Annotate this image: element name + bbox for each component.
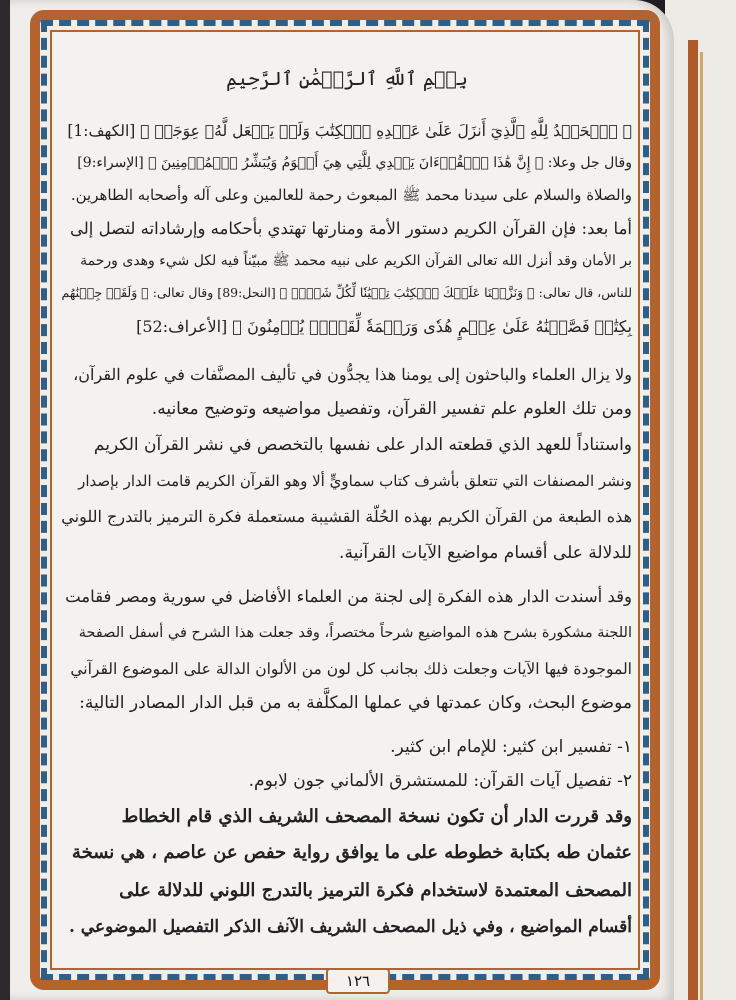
book-edge <box>0 0 10 1000</box>
text-line: بِكِتَٰبٖ فَصَّلۡنَٰهُ عَلَىٰ عِلۡمٍ هُدٗى وَرَحۡمَةٗ لِّقَوۡمٖ يُؤۡمِنُونَ ﴾ [الأعراف:52] <box>136 317 632 336</box>
text-line: ﴿ ٱلۡحَمۡدُ لِلَّهِ ٱلَّذِيٓ أَنزَلَ عَلَىٰ عَبۡدِهِ ٱلۡكِتَٰبَ وَلَمۡ يَجۡعَل لَّهُۥ عِوَجَاۜ ﴾ [الكهف:1] <box>67 122 632 140</box>
text-line: ومن تلك العلوم علم تفسير القرآن، وتفصيل مواضيعه وتوضيح معانيه. <box>151 399 632 419</box>
text-line: وقد قررت الدار أن تكون نسخة المصحف الشريف الذي قام الخطاط <box>121 806 632 827</box>
text-line: المصحف المعتمدة لاستخدام فكرة الترميز بالتدرج اللوني للدلالة على <box>119 880 632 901</box>
text-line: وقد أسندت الدار هذه الفكرة إلى لجنة من العلماء الأفاضل في سورية ومصر فقامت <box>65 587 632 606</box>
text-line: هذه الطبعة من القرآن الكريم بهذه الحُلّة القشيبة مستعملة فكرة الترميز بالتدرج اللوني <box>61 507 632 526</box>
text-line: اللجنة مشكورة بشرح هذه المواضيع شرحاً مختصراً، وقد جعلت هذا الشرح في أسفل الصفحة <box>78 625 632 641</box>
basmala: بِسۡمِ ٱللَّهِ ٱلرَّحۡمَٰنِ ٱلرَّحِيمِ <box>226 68 468 90</box>
text-line: للدلالة على أقسام مواضيع الآيات القرآنية. <box>339 543 632 563</box>
text-line: للناس، قال تعالى: ﴿ وَنَزَّلۡنَا عَلَيۡكَ ٱلۡكِتَٰبَ تِبۡيَٰنٗا لِّكُلِّ شَيۡءٖ ﴾ [النحل:89] وقال تعالى: ﴿ وَلَقَدۡ جِئۡنَٰهُم <box>61 285 632 300</box>
page-number: ١٢٦ <box>326 968 390 994</box>
text-line: وقال جل وعلا: ﴿ إِنَّ هَٰذَا ٱلۡقُرۡءَانَ يَهۡدِي لِلَّتِي هِيَ أَقۡوَمُ وَيُبَشِّرُ ٱلۡمُؤۡمِنِينَ ﴾ [الإسراء:9] <box>77 155 632 171</box>
next-page-inner-border <box>700 52 736 1000</box>
text-line: موضوع البحث، وكان عمدتها في عملها المكلَّفة به من قبل الدار المصادر التالية: <box>79 693 632 713</box>
text-line: بر الأمان وقد أنزل الله تعالى القرآن الكريم على نبيه محمد ﷺ مبيّناً فيه لكل شيء وهدى ورحمة <box>80 253 632 269</box>
text-line: والصلاة والسلام على سيدنا محمد ﷺ المبعوث رحمة للعالمين وعلى آله وأصحابه الطاهرين. <box>70 186 632 204</box>
text-line: عثمان طه بكتابة خطوطه على ما يوافق رواية حفص عن عاصم ، هي نسخة <box>71 842 632 863</box>
text-line: واستناداً للعهد الذي قطعته الدار على نفسها بالتخصص في نشر القرآن الكريم <box>93 435 632 455</box>
page-text <box>62 42 632 952</box>
text-line: ولا يزال العلماء والباحثون إلى يومنا هذا يجدُّون في تأليف المصنَّفات في علوم القرآن، <box>73 365 632 384</box>
list-item: ١- تفسير ابن كثير: للإمام ابن كثير. <box>390 737 632 757</box>
list-item: ٢- تفصيل آيات القرآن: للمستشرق الألماني جون لابوم. <box>248 771 632 791</box>
text-line: أما بعد: فإن القرآن الكريم دستور الأمة ومنارتها تهتدي بأحكامه وإرشاداته لتصل إلى <box>70 219 632 238</box>
text-line: أقسام المواضيع ، وفي ذيل المصحف الشريف الآنف الذكر التفصيل الموضوعي . <box>68 917 632 937</box>
text-line: الموجودة فيها الآيات وجعلت ذلك بجانب كل لون من الألوان الدالة على الموضوع القرآني <box>70 660 632 678</box>
text-line: ونشر المصنفات التي تتعلق بأشرف كتاب سماويٍّ ألا وهو القرآن الكريم قامت الدار بإصدار <box>78 472 632 490</box>
